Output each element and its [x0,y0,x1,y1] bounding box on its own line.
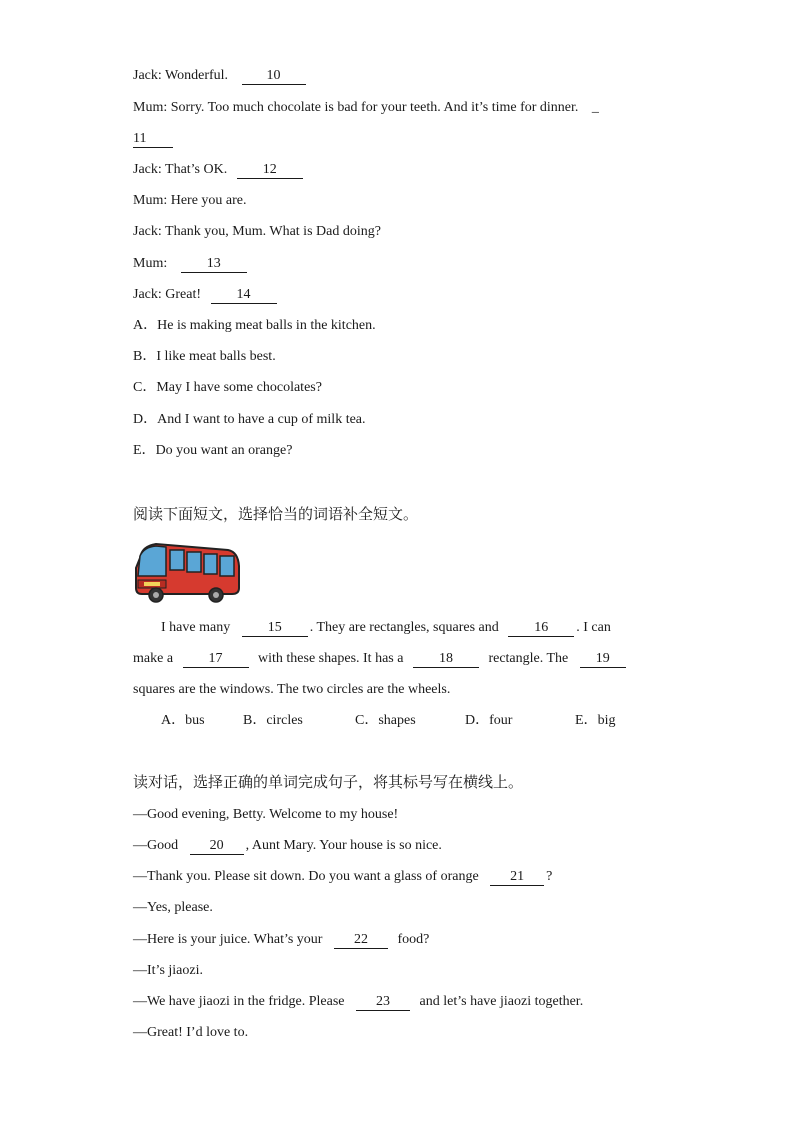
option-letter: A． [161,713,186,728]
dialogue2-line-8: —Great! I’d love to. [133,1025,249,1040]
option-letter: D． [465,713,490,728]
blank-16[interactable]: 16 [508,620,574,637]
option-letter: B． [133,349,157,364]
option-text: And I want to have a cup of milk tea. [157,412,366,427]
blank-23[interactable]: 23 [356,994,410,1011]
blank-11[interactable]: 11 [133,131,173,148]
word-option-e [575,712,615,730]
speaker: Mum: [133,193,168,208]
option-a [133,317,376,335]
option-c [133,379,322,397]
word-option-c [355,712,465,730]
section2-options [161,712,615,730]
dialogue2-line-5 [133,931,429,949]
utterance: Great! [165,287,202,302]
dialogue2-line-4: —Yes, please. [133,900,213,915]
passage-line-3: squares are the windows. The two circles are the wheels. [133,682,451,697]
passage-line-2 [133,650,628,668]
section2-instruction: 阅读下面短文，选择恰当的词语补全短文。 [133,505,419,523]
utterance: Here you are. [170,193,247,208]
passage-line-1 [133,619,611,637]
utterance: —Good [133,838,179,853]
passage-text: rectangle. The [488,651,569,666]
option-letter: C． [355,713,379,728]
dialogue2-line-2 [133,837,442,855]
option-letter: D． [133,412,158,427]
blank-14[interactable]: 14 [211,287,277,304]
dialogue2-line-6: —It’s jiaozi. [133,963,203,978]
blank-18[interactable]: 18 [413,651,479,668]
option-text: bus [185,713,205,728]
passage-text: with these shapes. It has a [258,651,404,666]
dialogue2-line-3 [133,868,552,886]
utterance: —We have jiaozi in the fridge. Please [133,994,345,1009]
option-b [133,348,276,366]
utterance: That’s OK. [165,162,228,177]
blank-19[interactable]: 19 [580,651,626,668]
speaker: Jack: [133,287,162,302]
dialogue-line-jack-3 [133,223,381,241]
option-text: I like meat balls best. [156,349,276,364]
utterance: and let’s have jiaozi together. [419,994,584,1009]
blank-20[interactable]: 20 [190,838,244,855]
dialogue-line-mum-1 [133,99,599,117]
option-text: four [489,713,513,728]
dialogue-line-mum-1-cont [133,130,175,148]
blank-13[interactable]: 13 [181,256,247,273]
section3-instruction: 读对话，选择正确的单词完成句子，将其标号写在横线上。 [133,773,524,791]
blank-12[interactable]: 12 [237,162,303,179]
passage-text: . They are rectangles, squares and [309,620,499,635]
speaker: Jack: [133,162,162,177]
utterance: ? [546,869,553,884]
utterance: , Aunt Mary. Your house is so nice. [245,838,442,853]
dialogue-line-mum-2 [133,192,247,210]
speaker: Jack: [133,224,162,239]
passage-text: make a [133,651,174,666]
option-text: Do you want an orange? [155,443,293,458]
passage-text: I have many [161,620,231,635]
blank-21[interactable]: 21 [490,869,544,886]
speaker: Mum: [133,256,168,271]
blank-10[interactable]: 10 [242,68,306,85]
option-text: shapes [378,713,416,728]
dialogue-line-jack-1 [133,67,308,85]
word-option-d [465,712,575,730]
dialogue-line-mum-3 [133,255,249,273]
utterance: Wonderful. [165,68,229,83]
option-letter: C． [133,380,157,395]
word-option-a [161,712,243,730]
option-d [133,411,366,429]
option-letter: A． [133,318,158,333]
blank-15[interactable]: 15 [242,620,308,637]
blank-22[interactable]: 22 [334,932,388,949]
word-option-b [243,712,355,730]
utterance: Sorry. Too much chocolate is bad for your teeth. And it’s time for dinner. [170,100,579,115]
blank-17[interactable]: 17 [183,651,249,668]
dialogue2-line-7 [133,993,583,1011]
utterance: food? [397,932,430,947]
passage-text: . I can [576,620,611,635]
speaker: Jack: [133,68,162,83]
dialogue-line-jack-4 [133,286,279,304]
utterance: —Thank you. Please sit down. Do you want a glass of orange [133,869,479,884]
option-text: May I have some chocolates? [156,380,322,395]
dialogue2-line-1: —Good evening, Betty. Welcome to my house! [133,807,399,822]
utterance: Thank you, Mum. What is Dad doing? [165,224,381,239]
option-e [133,442,292,460]
option-text: He is making meat balls in the kitchen. [157,318,376,333]
option-letter: E． [133,443,156,458]
option-letter: E． [575,713,598,728]
trailing-underscore: _ [591,100,599,115]
speaker: Mum: [133,100,168,115]
option-text: big [597,713,616,728]
option-letter: B． [243,713,267,728]
dialogue-line-jack-2 [133,161,305,179]
bus-illustration [132,538,242,604]
option-text: circles [266,713,303,728]
utterance: —Here is your juice. What’s your [133,932,323,947]
